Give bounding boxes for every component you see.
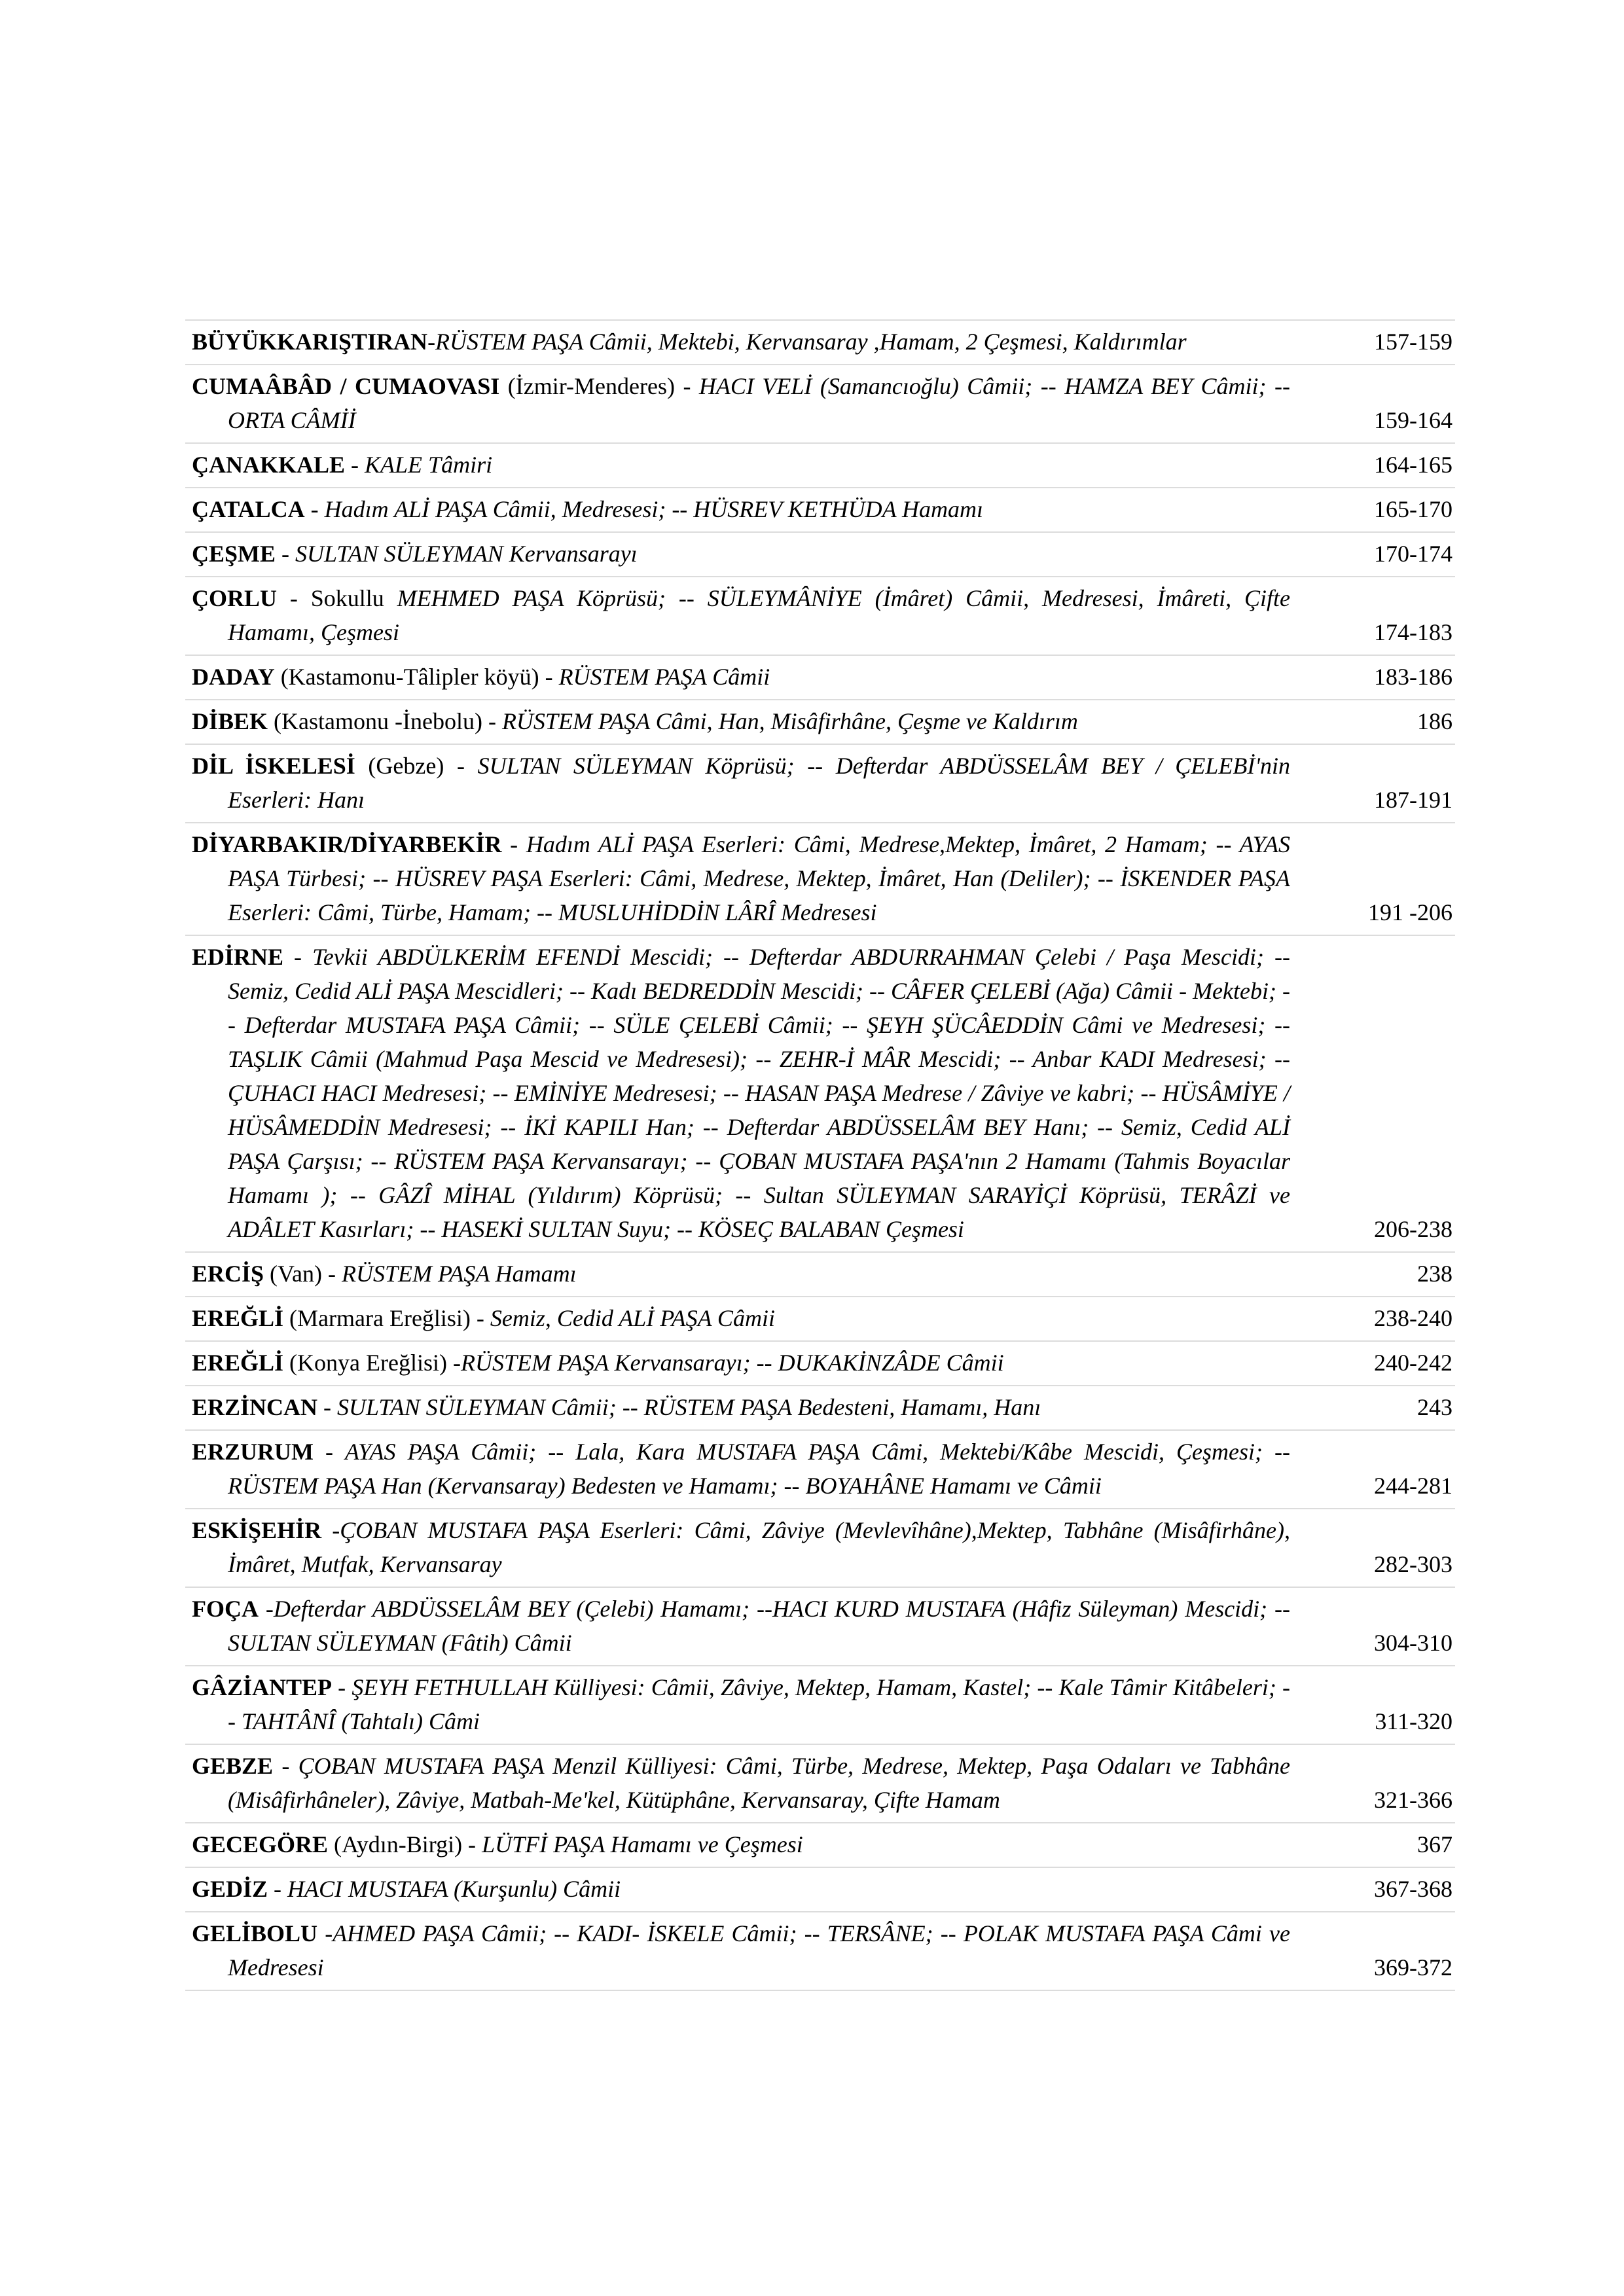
location-note: (Gebze) - <box>355 753 478 779</box>
works-list: SULTAN SÜLEYMAN Câmii; -- RÜSTEM PAŞA Bedesteni, Hamamı, Hanı <box>337 1394 1041 1420</box>
place-name: ERZİNCAN <box>192 1394 318 1420</box>
location-note: (Konya Ereğlisi) <box>283 1350 453 1376</box>
location-note <box>321 1517 332 1543</box>
page-range: 187-191 <box>1374 787 1453 813</box>
toc-row <box>185 1822 1455 1867</box>
works-list: MEHMED PAŞA Köprüsü; -- SÜLEYMÂNİYE (İmâret) Câmii, Medresesi, İmâreti, Çifte Hamamı, Çeşmesi <box>228 585 1290 645</box>
works-list: LÜTFİ PAŞA Hamamı ve Çeşmesi <box>482 1831 803 1857</box>
location-note: (Aydın-Birgi) - <box>328 1831 482 1857</box>
page-range: 367 <box>1417 1831 1453 1857</box>
works-list: Hadım ALİ PAŞA Eserleri: Câmi, Medrese,Mektep, İmâret, 2 Hamam; -- AYAS PAŞA Türbesi; -- HÜSREV PAŞA Eserleri: Câmi, Medrese, Mektep, İmâret, Han (Deliler); -- İSKENDER PAŞA Eserleri: Câmi, Türbe, Hamam; -- MUSLUHİDDİN LÂRÎ Medresesi <box>228 831 1290 925</box>
place-name: DİYARBAKIR/DİYARBEKİR <box>192 831 502 857</box>
toc-row <box>185 1744 1455 1822</box>
location-note: - <box>276 541 296 567</box>
toc-entry <box>192 660 1322 694</box>
toc-row <box>185 1251 1455 1296</box>
works-list: SULTAN SÜLEYMAN Köprüsü; -- Defterdar ABDÜSSELÂM BEY / ÇELEBİ'nin Eserleri: Hanı <box>228 753 1291 813</box>
toc-row <box>185 1340 1455 1385</box>
location-note: - <box>273 1753 298 1779</box>
place-name: GELİBOLU <box>192 1920 318 1946</box>
place-name: DİL İSKELESİ <box>192 753 355 779</box>
works-list: -RÜSTEM PAŞA Kervansarayı; -- DUKAKİNZÂDE Câmii <box>452 1350 1004 1376</box>
page-range: 206-238 <box>1374 1216 1453 1242</box>
toc-entry <box>192 827 1322 929</box>
toc-entry <box>192 704 1322 738</box>
location-note <box>259 1596 266 1622</box>
location-note: - <box>501 831 526 857</box>
toc-entry <box>192 1872 1322 1906</box>
works-list: AYAS PAŞA Câmii; -- Lala, Kara MUSTAFA PAŞA Câmi, Mektebi/Kâbe Mescidi, Çeşmesi; -- RÜSTEM PAŞA Han (Kervansaray) Bedesten ve Hamamı; -- BOYAHÂNE Hamamı ve Câmii <box>228 1439 1290 1499</box>
works-list: -AHMED PAŞA Câmii; -- KADI- İSKELE Câmii; -- TERSÂNE; -- POLAK MUSTAFA PAŞA Câmi ve Medresesi <box>228 1920 1291 1981</box>
location-note <box>317 1920 325 1946</box>
works-list: -ÇOBAN MUSTAFA PAŞA Eserleri: Câmi, Zâviye (Mevlevîhâne),Mektep, Tabhâne (Misâfirhâne), İmâret, Mutfak, Kervansaray <box>228 1517 1290 1577</box>
location-note: (Marmara Ereğlisi) - <box>283 1305 490 1331</box>
page-range: 157-159 <box>1374 329 1453 355</box>
toc-row <box>185 1429 1455 1508</box>
toc-row <box>185 1911 1455 1991</box>
location-note: (Kastamonu -İnebolu) - <box>268 708 502 734</box>
page-range: 282-303 <box>1374 1551 1453 1577</box>
page-range: 367-368 <box>1374 1876 1453 1902</box>
toc-entry <box>192 1301 1322 1335</box>
location-note: - <box>332 1674 352 1700</box>
location-note: (Van) - <box>264 1261 342 1287</box>
works-list: - HACI VELİ (Samancıoğlu) Câmii; -- HAMZA BEY Câmii; --ORTA CÂMİİ <box>228 373 1290 433</box>
works-list: RÜSTEM PAŞA Câmi, Han, Misâfirhâne, Çeşme ve Kaldırım <box>501 708 1078 734</box>
place-name: ESKİŞEHİR <box>192 1517 322 1543</box>
toc-row <box>185 699 1455 744</box>
toc-entry <box>192 448 1322 482</box>
toc-row <box>185 1296 1455 1340</box>
works-list: -Defterdar ABDÜSSELÂM BEY (Çelebi) Hamamı; --HACI KURD MUSTAFA (Hâfiz Süleyman) Mescidi; -- SULTAN SÜLEYMAN (Fâtih) Câmii <box>228 1596 1290 1656</box>
toc-row <box>185 1587 1455 1665</box>
place-name: EREĞLİ <box>192 1305 284 1331</box>
toc-entry <box>192 1827 1322 1861</box>
toc-entry <box>192 325 1322 359</box>
toc-entry <box>192 1749 1322 1817</box>
works-list: ŞEYH FETHULLAH Külliyesi: Câmii, Zâviye, Mektep, Hamam, Kastel; -- Kale Tâmir Kitâbeleri; -- TAHTÂNÎ (Tahtalı) Câmi <box>228 1674 1290 1734</box>
toc-entry <box>192 369 1322 437</box>
page-range: 240-242 <box>1374 1350 1453 1376</box>
place-name: ÇEŞME <box>192 541 276 567</box>
toc-row <box>185 364 1455 442</box>
page-range: 369-372 <box>1374 1954 1453 1981</box>
place-name: ERCİŞ <box>192 1261 264 1287</box>
place-name: GEBZE <box>192 1753 274 1779</box>
toc-entry <box>192 1257 1322 1291</box>
toc-row <box>185 487 1455 531</box>
works-list: KALE Tâmiri <box>365 452 493 478</box>
toc-row <box>185 442 1455 487</box>
works-list: RÜSTEM PAŞA Hamamı <box>342 1261 577 1287</box>
location-note: (Kastamonu-Tâlipler köyü) - <box>274 664 559 690</box>
page-range: 183-186 <box>1374 664 1453 690</box>
place-name: ÇORLU <box>192 585 278 611</box>
place-name: ÇANAKKALE <box>192 452 346 478</box>
place-name: EDİRNE <box>192 944 284 970</box>
location-note: - Sokullu <box>277 585 397 611</box>
works-list: ÇOBAN MUSTAFA PAŞA Menzil Külliyesi: Câmi, Türbe, Medrese, Mektep, Paşa Odaları ve Tabhâne (Misâfirhâneler), Zâviye, Matbah-Me'kel, Kütüphâne, Kervansaray, Çifte Hamam <box>228 1753 1290 1813</box>
works-list: RÜSTEM PAŞA Câmii <box>558 664 770 690</box>
location-note: - <box>304 496 325 522</box>
page-range: 159-164 <box>1374 407 1453 433</box>
place-name: BÜYÜKKARIŞTIRAN <box>192 329 428 355</box>
location-note: - <box>345 452 365 478</box>
works-list: Tevkii ABDÜLKERİM EFENDİ Mescidi; -- Defterdar ABDURRAHMAN Çelebi / Paşa Mescidi; -- Semiz, Cedid ALİ PAŞA Mescidleri; -- Kadı BEDREDDİN Mescidi; -- CÂFER ÇELEBİ (Ağa) Câmii - Mektebi; -- Defterdar MUSTAFA PAŞA Câmii; -- SÜLE ÇELEBİ Câmii; -- ŞEYH ŞÜCÂEDDİN Câmi ve Medresesi; -- TAŞLIK Câmii (Mahmud Paşa Mescid ve Medresesi); -- ZEHR-İ MÂR Mescidi; -- Anbar KADI Medresesi; -- ÇUHACI HACI Medresesi; -- EMİNİYE Medresesi; -- HASAN PAŞA Medrese / Zâviye ve kabri; -- HÜSÂMİYE / HÜSÂMEDDİN Medresesi; -- İKİ KAPILI Han; -- Defterdar ABDÜSSELÂM BEY Hanı; -- Semiz, Cedid ALİ PAŞA Çarşısı; -- RÜSTEM PAŞA Kervansarayı; -- ÇOBAN MUSTAFA PAŞA'nın 2 Hamamı (Tahmis Boyacılar Hamamı ); -- GÂZÎ MİHAL (Yıldırım) Köprüsü; -- Sultan SÜLEYMAN SARAYİÇİ Köprüsü, TERÂZİ ve ADÂLET Kasırları; -- HASEKİ SULTAN Suyu; -- KÖSEÇ BALABAN Çeşmesi <box>228 944 1290 1242</box>
toc-row <box>185 822 1455 935</box>
toc-row <box>185 1508 1455 1587</box>
works-list: HACI MUSTAFA (Kurşunlu) Câmii <box>287 1876 621 1902</box>
place-name: GECEGÖRE <box>192 1831 329 1857</box>
place-name: FOÇA <box>192 1596 259 1622</box>
toc-row <box>185 744 1455 822</box>
toc-row <box>185 319 1455 364</box>
toc-entry <box>192 1390 1322 1424</box>
location-note: - <box>268 1876 288 1902</box>
place-name: ÇATALCA <box>192 496 305 522</box>
toc-row <box>185 935 1455 1251</box>
toc-entry <box>192 492 1322 526</box>
toc-row <box>185 1867 1455 1911</box>
works-list: -RÜSTEM PAŞA Câmii, Mektebi, Kervansaray ,Hamam, 2 Çeşmesi, Kaldırımlar <box>427 329 1187 355</box>
toc-entry <box>192 749 1322 817</box>
location-note: (İzmir-Menderes) <box>499 373 683 399</box>
toc-entry <box>192 537 1322 571</box>
page-range: 243 <box>1417 1394 1453 1420</box>
page-range: 244-281 <box>1374 1473 1453 1499</box>
toc-entry <box>192 1592 1322 1660</box>
location-note: - <box>317 1394 338 1420</box>
toc-row <box>185 531 1455 576</box>
toc-row <box>185 1385 1455 1429</box>
location-note: - <box>283 944 313 970</box>
toc-row <box>185 576 1455 655</box>
place-name: GÂZİANTEP <box>192 1674 333 1700</box>
works-list: Hadım ALİ PAŞA Câmii, Medresesi; -- HÜSREV KETHÜDA Hamamı <box>324 496 983 522</box>
toc-entry <box>192 1670 1322 1738</box>
page-range: 164-165 <box>1374 452 1453 478</box>
toc-entry <box>192 1916 1322 1984</box>
table-of-contents <box>185 319 1455 1991</box>
toc-entry <box>192 1435 1322 1503</box>
works-list: SULTAN SÜLEYMAN Kervansarayı <box>295 541 638 567</box>
page-range: 321-366 <box>1374 1787 1453 1813</box>
works-list: Semiz, Cedid ALİ PAŞA Câmii <box>490 1305 775 1331</box>
toc-row <box>185 1665 1455 1744</box>
page-range: 304-310 <box>1374 1630 1453 1656</box>
toc-entry <box>192 581 1322 649</box>
page-range: 174-183 <box>1374 619 1453 645</box>
page-range: 238 <box>1417 1261 1453 1287</box>
page-range: 238-240 <box>1374 1305 1453 1331</box>
place-name: CUMAÂBÂD / CUMAOVASI <box>192 373 500 399</box>
toc-entry <box>192 940 1322 1246</box>
page-range: 170-174 <box>1374 541 1453 567</box>
place-name: GEDİZ <box>192 1876 268 1902</box>
place-name: DADAY <box>192 664 275 690</box>
page-range: 186 <box>1417 708 1453 734</box>
page-range: 191 -206 <box>1368 899 1453 925</box>
toc-row <box>185 655 1455 699</box>
place-name: EREĞLİ <box>192 1350 284 1376</box>
page-range: 165-170 <box>1374 496 1453 522</box>
toc-entry <box>192 1513 1322 1581</box>
location-note: - <box>314 1439 346 1465</box>
page-range: 311-320 <box>1375 1708 1453 1734</box>
place-name: ERZURUM <box>192 1439 314 1465</box>
place-name: DİBEK <box>192 708 268 734</box>
toc-entry <box>192 1346 1322 1380</box>
